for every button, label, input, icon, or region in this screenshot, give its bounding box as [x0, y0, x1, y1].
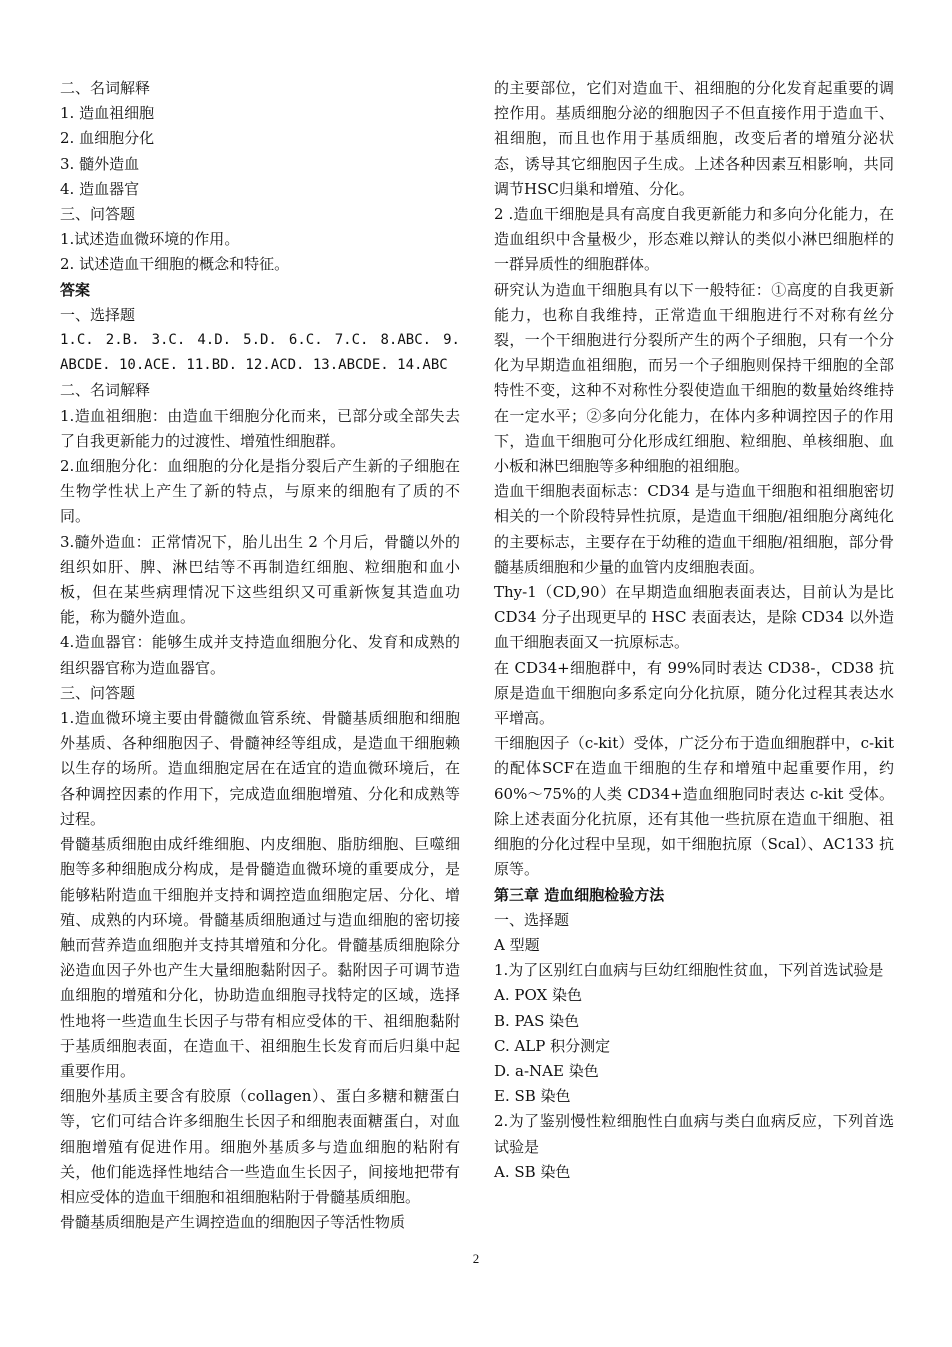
question-item: 1.试述造血微环境的作用。	[60, 230, 240, 249]
answer-option: A. SB 染色	[494, 1162, 571, 1181]
answer-paragraph: 骨髓基质细胞由成纤维细胞、内皮细胞、脂肪细胞、巨噬细胞等多种细胞成分构成，是骨髓造血微环境的重要成分，是能够粘附造血干细胞并支持和调控造血细胞定居、分化、增殖、成熟的内环境。骨髓基质细胞通过与造血细胞的密切接触而营养造血细胞并支持其增殖和分化。骨髓基质细胞除分泌造血因子外也产生大量细胞黏附因子。黏附因子可调节造血细胞的增殖和分化，协助造血细胞寻找特定的区域，选择性地将一些造血生长因子与带有相应受体的干、祖细胞黏附于基质细胞表面，在造血干、祖细胞生长发育而后归巢中起重要作用。	[60, 835, 460, 1080]
answer-paragraph: 骨髓基质细胞是产生调控造血的细胞因子等活性物质	[60, 1213, 406, 1232]
question-type-label: A 型题	[494, 935, 540, 954]
answer-paragraph: 细胞外基质主要含有胶原（collagen）、蛋白多糖和糖蛋白等，它们可结合许多细胞生长因子和细胞表面糖蛋白，对血细胞增殖有促进作用。细胞外基质多与造血细胞的粘附有关，他们能选择性地结合一些造血生长因子，间接地把带有相应受体的造血干细胞和祖细胞粘附于骨髓基质细胞。	[60, 1087, 460, 1206]
section-heading: 二、名词解释	[60, 79, 151, 97]
definition-paragraph: 4.造血器官：能够生成并支持造血细胞分化、发育和成熟的组织器官称为造血器官。	[60, 633, 460, 677]
answer-option: D. a-NAE 染色	[494, 1061, 599, 1080]
section-heading: 三、问答题	[60, 683, 136, 702]
right-column	[494, 76, 894, 1185]
answer-option: A. POX 染色	[494, 986, 582, 1005]
definition-paragraph: 3.髓外造血：正常情况下，胎儿出生 2 个月后，骨髓以外的组织如肝、脾、淋巴结等不再制造红细胞、粒细胞和血小板，但在某些病理情况下这些组织又可重新恢复其造血功能，称为髓外造血。	[60, 532, 460, 627]
answer-paragraph: 在 CD34+细胞群中，有 99%同时表达 CD38-，CD38 抗原是造血干细胞向多系定向分化抗原，随分化过程其表达水平增高。	[494, 658, 894, 728]
answer-paragraph: Thy-1（CD,90）在早期造血细胞表面表达，目前认为是比 CD34 分子出现更早的 HSC 表面表达，是除 CD34 以外造血干细胞表面又一抗原标志。	[494, 583, 894, 652]
term-item: 2. 血细胞分化	[60, 129, 155, 148]
question-item: 2. 试述造血干细胞的概念和特征。	[60, 255, 290, 274]
chapter-heading: 第三章 造血细胞检验方法	[494, 885, 665, 904]
section-heading: 三、问答题	[60, 205, 136, 224]
answer-key: 1.C. 2.B. 3.C. 4.D. 5.D. 6.C. 7.C. 8.ABC. 9. ABCDE. 10.ACE. 11.BD. 12.ACD. 13.ABCDE. 14.ABC	[60, 332, 460, 374]
answer-option: E. SB 染色	[494, 1087, 571, 1106]
answer-paragraph: 干细胞因子（c-kit）受体，广泛分布于造血细胞群中，c-kit的配体SCF在造血干细胞的生存和增殖中起重要作用，约 60%～75%的人类 CD34+造血细胞同时表达 c-kit 受体。除上述表面分化抗原，还有其他一些抗原在造血干细胞、祖细胞的分化过程中呈现，如干细胞抗原（Scal）、AC133 抗原等。	[494, 734, 894, 879]
definition-paragraph: 2.血细胞分化：血细胞的分化是指分裂后产生新的子细胞在生物学性状上产生了新的特点，与原来的细胞有了质的不同。	[60, 457, 460, 526]
definition-paragraph: 1.造血祖细胞：由造血干细胞分化而来，已部分或全部失去了自我更新能力的过渡性、增殖性细胞群。	[60, 406, 460, 450]
answer-paragraph: 2 .造血干细胞是具有高度自我更新能力和多向分化能力，在造血组织中含量极少，形态难以辩认的类似小淋巴细胞样的一群异质性的细胞群体。	[494, 205, 894, 274]
answer-paragraph: 的主要部位，它们对造血干、祖细胞的分化发育起重要的调控作用。基质细胞分泌的细胞因子不但直接作用于造血干、祖细胞，而且也作用于基质细胞，改变后者的增殖分泌状态，诱导其它细胞因子生成。上述各种因素互相影响，共同调节HSC归巢和增殖、分化。	[494, 79, 894, 198]
section-heading: 一、选择题	[494, 910, 570, 929]
page-number: 2	[472, 1251, 480, 1266]
section-heading: 一、选择题	[60, 305, 136, 324]
term-item: 4. 造血器官	[60, 179, 140, 198]
term-item: 3. 髓外造血	[60, 154, 140, 173]
question-stem: 1.为了区别红白血病与巨幼红细胞性贫血，下列首选试验是	[494, 961, 884, 980]
question-stem: 2.为了鉴别慢性粒细胞性白血病与类白血病反应，下列首选试验是	[494, 1112, 894, 1156]
term-item: 1. 造血祖细胞	[60, 104, 155, 123]
answer-paragraph: 1.造血微环境主要由骨髓微血管系统、骨髓基质细胞和细胞外基质、各种细胞因子、骨髓神经等组成，是造血干细胞赖以生存的场所。造血细胞定居在在适宜的造血微环境后，在各种调控因素的作用下，完成造血细胞增殖、分化和成熟等过程。	[60, 709, 460, 828]
left-column	[60, 76, 460, 1235]
answer-paragraph: 研究认为造血干细胞具有以下一般特征：①高度的自我更新能力，也称自我维持，正常造血干细胞进行不对称有丝分裂，一个干细胞进行分裂所产生的两个子细胞，只有一个分化为早期造血祖细胞，而另一个子细胞则保持干细胞的全部特性不变，这种不对称性分裂使造血干细胞的数量始终维持在一定水平；②多向分化能力，在体内多种调控因子的作用下，造血干细胞可分化形成红细胞、粒细胞、单核细胞、血小板和淋巴细胞等多种细胞的祖细胞。	[494, 280, 894, 476]
answers-heading: 答案	[60, 280, 91, 299]
answer-option: C. ALP 积分测定	[494, 1036, 611, 1055]
answer-option: B. PAS 染色	[494, 1011, 580, 1030]
section-heading: 二、名词解释	[60, 381, 151, 400]
answer-paragraph: 造血干细胞表面标志：CD34 是与造血干细胞和祖细胞密切相关的一个阶段特异性抗原，是造血干细胞/祖细胞分离纯化的主要标志，主要存在于幼稚的造血干细胞/祖细胞，部分骨髓基质细胞和少量的血管内皮细胞表面。	[494, 482, 894, 576]
